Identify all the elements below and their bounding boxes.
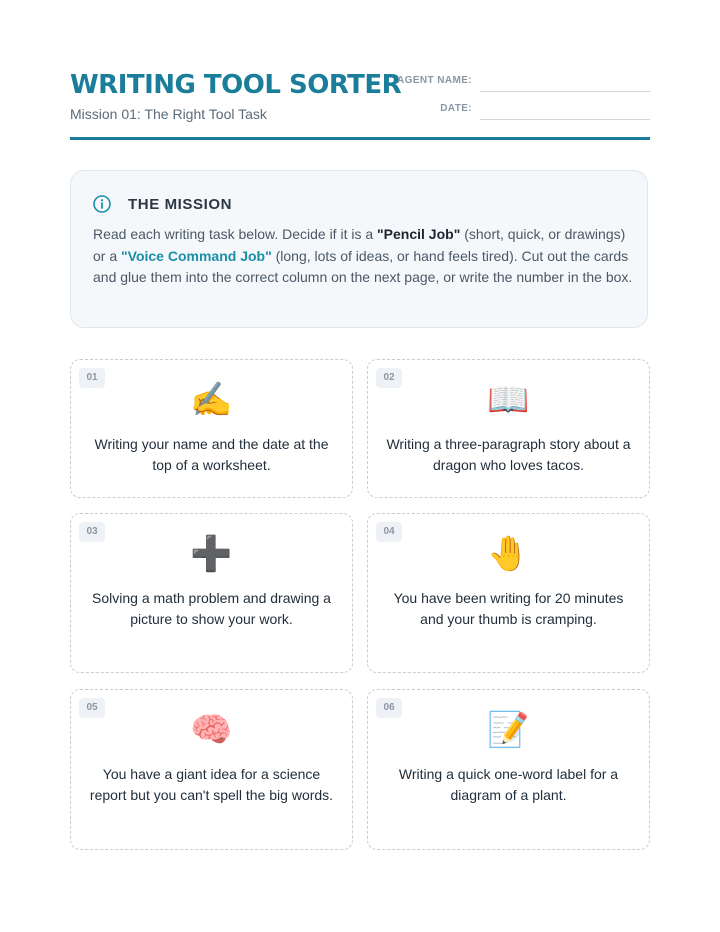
page-subtitle: Mission 01: The Right Tool Task — [70, 106, 267, 122]
open-book-icon: 📖 — [487, 380, 530, 420]
card-number: 01 — [79, 368, 105, 388]
page-title: WRITING TOOL SORTER — [70, 70, 402, 100]
writing-hand-icon: ✍️ — [190, 380, 233, 420]
card-task-text: You have a giant idea for a science report but you can't spell the big words. — [89, 766, 334, 803]
mission-text-part-1: Read each writing task below. Decide if it is a — [93, 226, 378, 242]
info-circle-icon — [93, 195, 111, 213]
card-number: 05 — [79, 698, 105, 718]
task-card-04[interactable] — [367, 513, 650, 673]
card-number: 02 — [376, 368, 402, 388]
card-task-text: You have been writing for 20 minutes and your thumb is cramping. — [393, 590, 624, 627]
card-number: 06 — [376, 698, 402, 718]
mission-instructions — [93, 224, 633, 289]
memo-icon: 📝 — [487, 710, 530, 750]
card-number: 04 — [376, 522, 402, 542]
task-card-03[interactable] — [70, 513, 353, 673]
raised-hand-icon: 🤚 — [487, 534, 530, 574]
mission-title: THE MISSION — [128, 196, 233, 213]
pencil-job-term: "Pencil Job" — [377, 226, 461, 242]
task-card-05[interactable] — [70, 689, 353, 850]
task-card-01[interactable] — [70, 359, 353, 498]
brain-icon: 🧠 — [190, 710, 233, 750]
card-task-text: Writing a three-paragraph story about a dragon who loves tacos. — [386, 436, 631, 473]
voice-command-job-term: "Voice Command Job" — [121, 247, 272, 264]
date-line[interactable] — [480, 119, 650, 120]
card-task-text: Writing your name and the date at the top of a worksheet. — [94, 436, 329, 473]
worksheet-header — [70, 66, 650, 140]
task-card-06[interactable] — [367, 689, 650, 850]
card-number: 03 — [79, 522, 105, 542]
card-task-text: Writing a quick one-word label for a diagram of a plant. — [398, 766, 619, 803]
card-task-text: Solving a math problem and drawing a picture to show your work. — [92, 590, 331, 627]
agent-name-line[interactable] — [480, 91, 650, 92]
task-card-02[interactable] — [367, 359, 650, 498]
plus-icon: ➕ — [190, 534, 233, 574]
header-divider — [70, 137, 650, 140]
agent-name-label: AGENT NAME: — [397, 75, 472, 86]
mission-panel — [70, 170, 648, 328]
mission-text-part-2: (short, quick, or drawings) or a — [93, 226, 626, 264]
date-label: DATE: — [440, 103, 472, 114]
mission-text-part-3: (long, lots of ideas, or hand feels tired). Cut out the cards and glue them into the correct column on the next page, or write the number in the box. — [93, 247, 633, 285]
